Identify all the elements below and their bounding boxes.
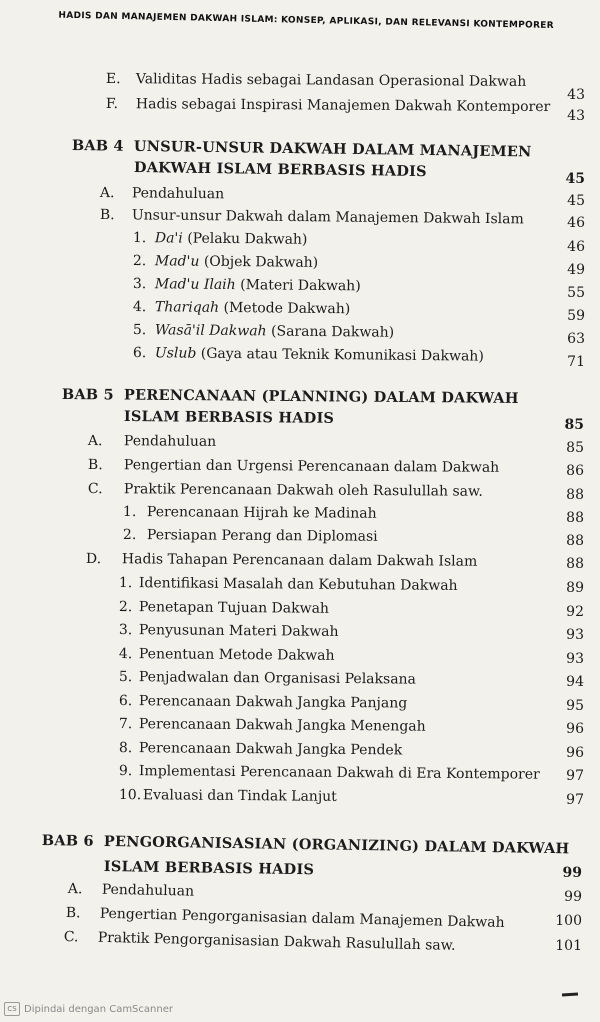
- entry-label: B.: [87, 456, 103, 474]
- chapter-title: ISLAM BERBASIS HADIS: [123, 408, 335, 427]
- entry-term: Mad'u: [154, 253, 200, 270]
- entry-label: 4.: [132, 298, 147, 316]
- entry-label: F.: [105, 95, 118, 113]
- entry-label: A.: [99, 184, 115, 202]
- page-number: 93: [566, 650, 584, 667]
- running-head: HADIS DAN MANAJEMEN DAKWAH ISLAM: KONSEP, APLIKASI, DAN RELEVANSI KONTEMPORER: [58, 10, 555, 32]
- entry-text: [155, 229, 308, 249]
- page-number: 45: [565, 171, 585, 187]
- entry-label: 4.: [118, 645, 133, 662]
- entry-text: Identifikasi Masalah dan Kebutuhan Dakwah: [138, 575, 458, 594]
- entry-text: [155, 275, 361, 295]
- entry-label: 2.: [118, 598, 133, 615]
- page-number: 45: [567, 193, 585, 209]
- entry-text: Persiapan Perang dan Diplomasi: [146, 527, 378, 545]
- page-number: 95: [566, 697, 584, 714]
- entry-label: 7.: [118, 715, 133, 733]
- chapter-label: BAB 5: [61, 386, 114, 404]
- entry-term: Da'i: [154, 230, 183, 247]
- entry-text: [155, 321, 394, 342]
- entry-label: 2.: [122, 527, 137, 544]
- entry-text: Penentuan Metode Dakwah: [138, 645, 335, 664]
- entry-text: Validitas Hadis sebagai Landasan Operasional Dakwah: [135, 71, 527, 90]
- entry-term: Thariqah: [154, 299, 220, 316]
- scanner-footer: [4, 1002, 173, 1016]
- entry-text: Pendahuluan: [101, 881, 195, 900]
- page-number: 101: [555, 938, 582, 954]
- entry-label: 8.: [118, 739, 133, 756]
- entry-text: [155, 252, 318, 272]
- entry-text: Perencanaan Hijrah ke Madinah: [146, 504, 377, 522]
- page-number: 55: [567, 285, 585, 301]
- page-number: 85: [564, 417, 584, 433]
- page-number: 94: [566, 674, 584, 690]
- page-number: 43: [567, 87, 585, 103]
- entry-gloss: (Objek Dakwah): [199, 253, 319, 271]
- camscanner-logo-icon: CS: [4, 1002, 20, 1016]
- entry-term: Wasā'il Dakwah: [154, 322, 267, 340]
- page-number: 100: [555, 913, 582, 929]
- entry-text: Praktik Perencanaan Dakwah oleh Rasulullah saw.: [123, 481, 483, 500]
- page-number: 99: [564, 889, 582, 905]
- entry-text: Penetapan Tujuan Dakwah: [138, 598, 330, 617]
- chapter-title: UNSUR-UNSUR DAKWAH DALAM MANAJEMEN: [133, 137, 532, 161]
- entry-label: 9.: [118, 762, 133, 780]
- page-number: 88: [566, 510, 584, 526]
- entry-text: Penyusunan Materi Dakwah: [138, 622, 339, 640]
- entry-text: Perencanaan Dakwah Jangka Panjang: [138, 692, 408, 712]
- entry-text: Evaluasi dan Tindak Lanjut: [142, 786, 337, 805]
- entry-text: Hadis Tahapan Perencanaan dalam Dakwah Islam: [121, 551, 478, 570]
- page-number: 92: [566, 603, 584, 620]
- page-number: 97: [566, 768, 584, 784]
- chapter-label: BAB 6: [41, 832, 94, 850]
- page-number: 59: [567, 308, 585, 324]
- page-number: 63: [567, 331, 585, 347]
- entry-gloss: (Metode Dakwah): [219, 299, 351, 318]
- entry-text: Praktik Pengorganisasian Dakwah Rasulullah saw.: [97, 929, 456, 954]
- page-number: 71: [567, 354, 585, 370]
- entry-label: 3.: [132, 275, 147, 293]
- entry-text: Pendahuluan: [123, 433, 217, 450]
- entry-text: [155, 344, 484, 365]
- page-number: 85: [566, 440, 584, 456]
- chapter-title: DAKWAH ISLAM BERBASIS HADIS: [133, 159, 427, 181]
- chapter-title: PENGORGANISASIAN (ORGANIZING) DALAM DAKWAH: [103, 832, 570, 858]
- entry-text: Perencanaan Dakwah Jangka Pendek: [138, 739, 403, 758]
- entry-text: Pendahuluan: [131, 185, 225, 203]
- entry-label: 1.: [122, 503, 137, 521]
- page-number: 49: [567, 262, 585, 278]
- page-number: 97: [566, 791, 584, 808]
- entry-text: Pengertian dan Urgensi Perencanaan dalam Dakwah: [123, 457, 500, 476]
- entry-text: Implementasi Perencanaan Dakwah di Era Kontemporer: [138, 763, 540, 783]
- footer-text: Dipindai dengan CamScanner: [24, 1003, 173, 1015]
- entry-text: Hadis sebagai Inspirasi Manajemen Dakwah Kontemporer: [135, 96, 551, 116]
- page-number: 89: [566, 580, 584, 596]
- entry-gloss: (Materi Dakwah): [235, 277, 361, 295]
- page-number: 88: [566, 556, 584, 572]
- page-number: 46: [567, 215, 585, 231]
- page-number: 88: [566, 533, 584, 549]
- entry-label: C.: [87, 480, 103, 498]
- entry-gloss: (Gaya atau Teknik Komunikasi Dakwah): [196, 345, 484, 365]
- page-number: 99: [562, 865, 582, 881]
- page-number: 86: [566, 463, 584, 479]
- chapter-label: BAB 4: [71, 137, 124, 155]
- entry-text: Pengertian Pengorganisasian dalam Manajemen Dakwah: [99, 905, 505, 931]
- entry-text: [155, 298, 351, 318]
- entry-label: B.: [99, 206, 115, 224]
- page-number: 88: [566, 487, 584, 503]
- entry-text: Unsur-unsur Dakwah dalam Manajemen Dakwah Islam: [131, 207, 524, 228]
- page-number: 96: [566, 744, 584, 761]
- page-number: 93: [566, 627, 584, 643]
- page-number: 96: [566, 721, 584, 737]
- entry-label: A.: [67, 880, 83, 898]
- entry-label: 1.: [118, 574, 133, 592]
- entry-label: 2.: [132, 252, 147, 270]
- entry-term: Mad'u Ilaih: [154, 276, 236, 294]
- entry-label: 6.: [118, 692, 133, 709]
- entry-label: 1.: [132, 229, 147, 247]
- page-edge-mark: [562, 992, 578, 996]
- entry-label: C.: [63, 928, 79, 946]
- entry-term: Uslub: [154, 345, 197, 362]
- entry-label: 10.: [118, 786, 142, 803]
- entry-label: 6.: [132, 344, 147, 362]
- chapter-title: ISLAM BERBASIS HADIS: [103, 858, 315, 879]
- entry-label: A.: [87, 432, 103, 450]
- page-number: 43: [567, 108, 585, 124]
- entry-label: 3.: [118, 621, 133, 639]
- entry-label: 5.: [118, 668, 133, 686]
- entry-gloss: (Sarana Dakwah): [266, 323, 395, 341]
- entry-label: B.: [65, 904, 81, 922]
- entry-label: D.: [85, 551, 102, 568]
- entry-gloss: (Pelaku Dakwah): [182, 230, 308, 248]
- entry-text: Penjadwalan dan Organisasi Pelaksana: [138, 669, 417, 688]
- page-number: 46: [567, 239, 585, 255]
- entry-text: Perencanaan Dakwah Jangka Menengah: [138, 716, 426, 735]
- entry-label: 5.: [132, 321, 147, 339]
- chapter-title: PERENCANAAN (PLANNING) DALAM DAKWAH: [123, 386, 519, 407]
- entry-label: E.: [105, 70, 121, 88]
